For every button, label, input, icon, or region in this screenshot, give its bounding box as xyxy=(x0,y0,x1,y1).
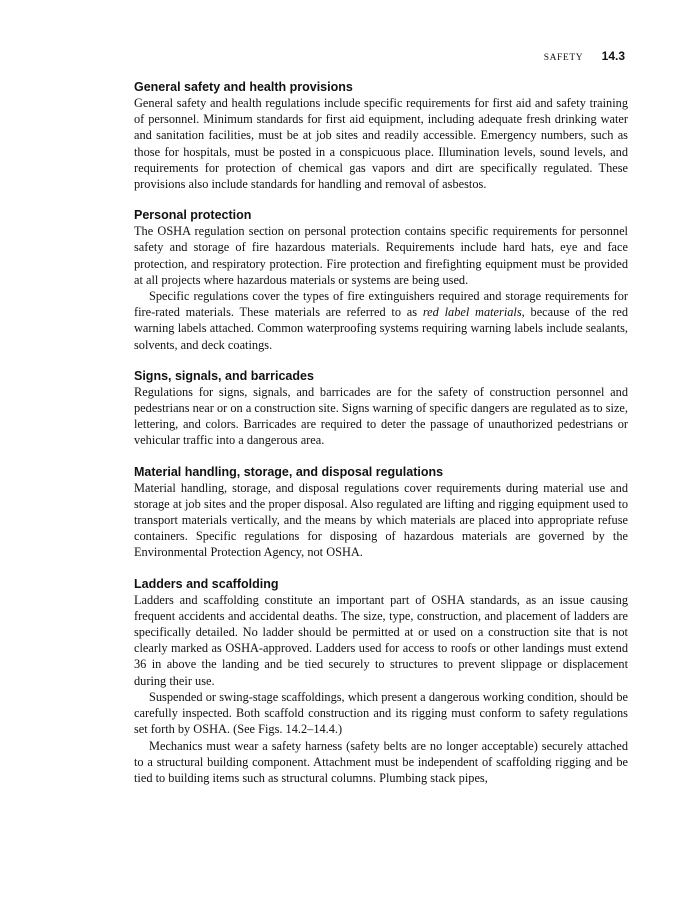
paragraph: Regulations for signs, signals, and barricades are for the safety of construction personnel and pedestrians near or on a construction site. Signs warning of specific dangers are regulated as to size, lettering, and colors. Barricades are required to deter the passage of unauthorized pedestrians or vehicular traffic into a dangerous area. xyxy=(134,384,628,448)
section-heading: General safety and health provisions xyxy=(134,80,353,94)
section-heading: Signs, signals, and barricades xyxy=(134,368,314,383)
paragraph: General safety and health regulations include specific requirements for first aid and safety training of personnel. Minimum standards for first aid equipment, including adequate fresh drinking water and sanitation facilities, must be at job sites and readily accessible. Emergency numbers, such as those for hospitals, must be posted in a conspicuous place. Illumination levels, sound levels, and requirements for protection of chemical gas vapors and dirt are specifically regulated. These provisions also include standards for handling and removal of asbestos. xyxy=(134,96,628,192)
paragraph-text: , because of the red warning labels attached. Common waterproofing systems requiring warning labels include sealants, solvents, and deck coatings. xyxy=(134,305,628,352)
paragraph: The OSHA regulation section on personal protection contains specific requirements for personnel safety and storage of fire hazardous materials. Requirements include hard hats, eye and face protection, and respiratory protection. Fire protection and firefighting equipment must be provided at all projects where hazardous materials or systems are being used. xyxy=(134,224,628,287)
section-general-safety xyxy=(134,80,628,192)
section-signs-signals xyxy=(134,369,628,449)
paragraph: Material handling, storage, and disposal regulations cover requirements during material use and storage at job sites and the proper disposal. Also regulated are lifting and rigging equipment used to transport materials vertically, and the means by which materials are placed into appropriate refuse containers. Specific regulations for disposing of hazardous materials are governed by the Environmental Protection Agency, not OSHA. xyxy=(134,480,628,560)
running-head xyxy=(544,47,625,65)
section-heading: Personal protection xyxy=(134,208,252,223)
section-material-handling xyxy=(134,465,628,561)
page-number: 14.3 xyxy=(601,49,625,63)
page-body xyxy=(134,80,628,802)
section-ladders-scaffolding xyxy=(134,577,628,786)
paragraph xyxy=(134,288,628,353)
emphasized-term: red label materials xyxy=(422,305,522,320)
section-heading: Ladders and scaffolding xyxy=(134,576,279,591)
paragraph: Suspended or swing-stage scaffoldings, which present a dangerous working condition, should be carefully inspected. Both scaffold construction and its rigging must conform to safety regulations set forth by OSHA. (See Figs. 14.2–14.4.) xyxy=(134,689,628,737)
running-head-section: SAFETY xyxy=(543,53,584,63)
paragraph-text: Specific regulations cover the types of fire extinguishers required and storage requirements for fire-rated materials. These materials are referred to as xyxy=(134,289,628,320)
section-heading: Material handling, storage, and disposal regulations xyxy=(134,464,444,479)
section-personal-protection xyxy=(134,208,628,353)
paragraph: Ladders and scaffolding constitute an important part of OSHA standards, as an issue causing frequent accidents and accidental deaths. The size, type, construction, and placement of ladders are specifically detailed. No ladder should be permitted at or used on a construction site that is not clearly marked as OSHA-approved. Ladders used for access to roofs or other landings must extend 36 in above the landing and be tied securely to structures to prevent slippage or displacement during their use. xyxy=(134,592,628,688)
paragraph: Mechanics must wear a safety harness (safety belts are no longer acceptable) securely attached to a structural building component. Attachment must be independent of scaffolding rigging and be tied to building items such as structural columns. Plumbing stack pipes, xyxy=(134,738,628,785)
